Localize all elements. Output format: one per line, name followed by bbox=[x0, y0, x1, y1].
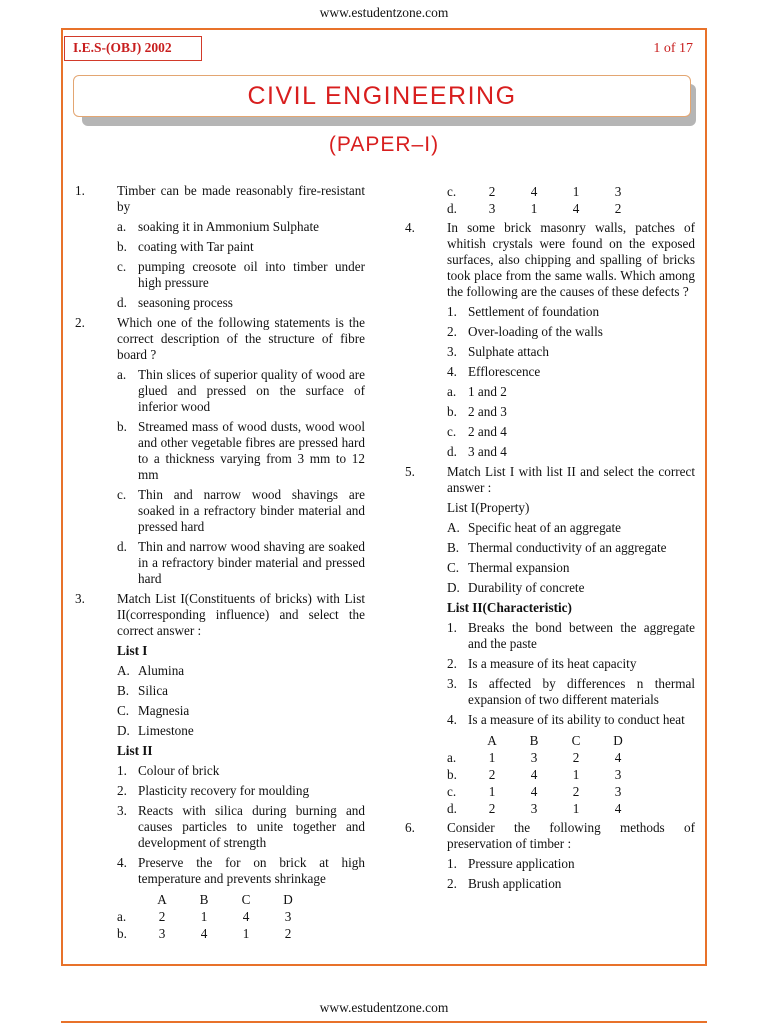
list-item bbox=[447, 364, 695, 380]
option-label: c. bbox=[447, 424, 457, 439]
matrix-row bbox=[117, 908, 309, 925]
matrix-cell: 2 bbox=[488, 766, 496, 782]
matrix-cell: 4 bbox=[242, 908, 250, 924]
question-text: Which one of the following statements is the correct description of the structure of fibre board ? bbox=[117, 315, 365, 362]
item-label: 3. bbox=[447, 676, 457, 691]
option-text: Thin slices of superior quality of wood are glued and pressed on the surface of inferior wood bbox=[138, 367, 365, 414]
item-label: 1. bbox=[447, 304, 457, 319]
option-text: Streamed mass of wood dusts, wood wool and other vegetable fibres are pressed hard to a thickness varying from 3 mm to 12 mm bbox=[138, 419, 365, 482]
left-column bbox=[75, 183, 365, 945]
title-banner bbox=[73, 75, 691, 117]
item-label: 2. bbox=[117, 783, 127, 798]
matrix-cell: D bbox=[613, 732, 623, 748]
item-text: Reacts with silica during burning and causes particles to unite together and development of strength bbox=[138, 803, 365, 850]
item-text: Magnesia bbox=[138, 703, 190, 718]
list-item bbox=[447, 520, 695, 536]
matrix-cell: 4 bbox=[530, 766, 538, 782]
item-label: A. bbox=[117, 663, 130, 678]
option-label: a. bbox=[447, 384, 457, 399]
list-item bbox=[117, 663, 365, 679]
matrix-cell: 1 bbox=[488, 749, 496, 765]
matrix-cell: b. bbox=[117, 925, 127, 941]
matrix-cell: 3 bbox=[614, 766, 622, 782]
q3-lists bbox=[75, 643, 365, 942]
option bbox=[117, 487, 365, 535]
matrix-cell: 2 bbox=[488, 800, 496, 816]
option-text: pumping creosote oil into timber under high pressure bbox=[138, 259, 365, 290]
list-item bbox=[447, 712, 695, 728]
item-text: Silica bbox=[138, 683, 169, 698]
item-text: Plasticity recovery for moulding bbox=[138, 783, 310, 798]
list-item bbox=[447, 676, 695, 708]
question-1 bbox=[75, 183, 365, 215]
question-text: Match List I(Constituents of bricks) with List II(corresponding influence) and select the correct answer : bbox=[117, 591, 365, 638]
question-6 bbox=[405, 820, 695, 852]
matrix-cell: 1 bbox=[200, 908, 208, 924]
matrix-cell: B bbox=[529, 732, 539, 748]
item-text: Breaks the bond between the aggregate and the paste bbox=[468, 620, 695, 651]
item-label: 4. bbox=[447, 712, 457, 727]
item-text: Is a measure of its heat capacity bbox=[468, 656, 637, 671]
item-text: Limestone bbox=[138, 723, 194, 738]
matrix-cell: 2 bbox=[572, 783, 580, 799]
item-text: Sulphate attach bbox=[468, 344, 549, 359]
item-label: 3. bbox=[447, 344, 457, 359]
question-2 bbox=[75, 315, 365, 363]
list-heading: List II bbox=[117, 743, 153, 758]
item-label: B. bbox=[447, 540, 460, 555]
list-item bbox=[447, 856, 695, 872]
item-text: Preserve the for on brick at high temperature and prevents shrinkage bbox=[138, 855, 365, 886]
matrix-cell: B bbox=[199, 891, 209, 907]
item-text: Colour of brick bbox=[138, 763, 220, 778]
question-number: 3. bbox=[75, 591, 85, 606]
option bbox=[117, 219, 365, 235]
list-item bbox=[117, 703, 365, 719]
option-label: c. bbox=[117, 487, 127, 502]
header-site-url[interactable]: www.estudentzone.com bbox=[319, 5, 449, 20]
question-number: 2. bbox=[75, 315, 85, 330]
q1-options bbox=[75, 219, 365, 311]
option-label: b. bbox=[117, 419, 127, 434]
exam-code-badge: I.E.S-(OBJ) 2002 bbox=[64, 36, 202, 61]
list-item bbox=[447, 656, 695, 672]
list-item bbox=[117, 855, 365, 887]
answer-matrix bbox=[117, 891, 309, 942]
item-text: Alumina bbox=[138, 663, 185, 678]
item-label: 3. bbox=[117, 803, 127, 818]
matrix-cell: c. bbox=[447, 783, 457, 799]
option-text: 2 and 4 bbox=[468, 424, 507, 439]
matrix-cell: b. bbox=[447, 766, 457, 782]
option-text: seasoning process bbox=[138, 295, 233, 310]
item-text: Settlement of foundation bbox=[468, 304, 600, 319]
matrix-cell: 3 bbox=[488, 200, 496, 216]
option bbox=[447, 384, 695, 400]
item-label: C. bbox=[117, 703, 130, 718]
paper-subtitle: (PAPER–I) bbox=[328, 133, 440, 156]
option-label: c. bbox=[117, 259, 127, 274]
matrix-cell: 4 bbox=[200, 925, 208, 941]
option-label: b. bbox=[447, 404, 457, 419]
list-heading: List I bbox=[117, 643, 148, 658]
matrix-cell: a. bbox=[447, 749, 457, 765]
list-item bbox=[117, 723, 365, 739]
matrix-cell: c. bbox=[447, 183, 457, 199]
option-label: d. bbox=[447, 444, 457, 459]
matrix-cell: 2 bbox=[158, 908, 166, 924]
item-label: 1. bbox=[447, 856, 457, 871]
matrix-row bbox=[447, 749, 639, 766]
option-label: d. bbox=[117, 295, 127, 310]
q2-options bbox=[75, 367, 365, 587]
matrix-cell: 2 bbox=[572, 749, 580, 765]
matrix-row bbox=[117, 925, 309, 942]
q6-items bbox=[405, 856, 695, 892]
right-column bbox=[405, 183, 695, 896]
matrix-cell: C bbox=[241, 891, 251, 907]
option-label: a. bbox=[117, 219, 127, 234]
question-text: Timber can be made reasonably fire-resistant by bbox=[117, 183, 365, 214]
question-number: 4. bbox=[405, 220, 415, 235]
option-text: Thin and narrow wood shaving are soaked in a refractory binder material and pressed hard bbox=[138, 539, 365, 586]
question-text: In some brick masonry walls, patches of whitish crystals were found on the exposed surfaces, also chipping and spalling of bricks took place from the same walls. Which among the following are the causes of these defects ? bbox=[447, 220, 695, 299]
item-label: 2. bbox=[447, 324, 457, 339]
item-text: Brush application bbox=[468, 876, 562, 891]
question-3 bbox=[75, 591, 365, 639]
matrix-cell: 4 bbox=[614, 800, 622, 816]
list-item bbox=[447, 580, 695, 596]
matrix-cell: 1 bbox=[572, 183, 580, 199]
matrix-row bbox=[447, 200, 639, 217]
item-label: B. bbox=[117, 683, 130, 698]
matrix-cell: 2 bbox=[488, 183, 496, 199]
item-text: Specific heat of an aggregate bbox=[468, 520, 622, 535]
option-label: d. bbox=[117, 539, 127, 554]
option-text: Thin and narrow wood shavings are soaked in a refractory binder material and pressed hard bbox=[138, 487, 365, 534]
item-label: 2. bbox=[447, 876, 457, 891]
matrix-cell: D bbox=[283, 891, 293, 907]
option-text: 3 and 4 bbox=[468, 444, 507, 459]
matrix-cell: 3 bbox=[284, 908, 292, 924]
matrix-cell: d. bbox=[447, 200, 457, 216]
item-text: Thermal expansion bbox=[468, 560, 570, 575]
matrix-cell: 3 bbox=[614, 783, 622, 799]
matrix-row bbox=[447, 800, 639, 817]
question-text: Consider the following methods of preservation of timber : bbox=[447, 820, 695, 851]
list-item bbox=[447, 344, 695, 360]
item-label: 4. bbox=[447, 364, 457, 379]
item-label: 1. bbox=[447, 620, 457, 635]
page-number: 1 of 17 bbox=[653, 41, 693, 56]
answer-matrix bbox=[447, 732, 639, 817]
matrix-cell: 4 bbox=[614, 749, 622, 765]
list-heading: List I(Property) bbox=[447, 500, 530, 515]
matrix-cell: 1 bbox=[572, 766, 580, 782]
matrix-cell: 1 bbox=[242, 925, 250, 941]
question-number: 1. bbox=[75, 183, 85, 198]
option bbox=[117, 259, 365, 291]
option-label: a. bbox=[117, 367, 127, 382]
option-text: 1 and 2 bbox=[468, 384, 507, 399]
list-item bbox=[117, 803, 365, 851]
matrix-cell: a. bbox=[117, 908, 127, 924]
item-label: A. bbox=[447, 520, 460, 535]
matrix-cell: 1 bbox=[488, 783, 496, 799]
item-text: Is affected by differences n thermal expansion of two different materials bbox=[468, 676, 695, 707]
page-title: CIVIL ENGINEERING bbox=[247, 82, 517, 110]
question-5 bbox=[405, 464, 695, 496]
question-4 bbox=[405, 220, 695, 300]
list-item bbox=[117, 783, 365, 799]
matrix-header-row bbox=[117, 891, 309, 908]
option bbox=[447, 404, 695, 420]
list-item bbox=[117, 763, 365, 779]
list-item bbox=[447, 876, 695, 892]
question-text: Match List I with list II and select the correct answer : bbox=[447, 464, 695, 495]
answer-matrix bbox=[447, 183, 639, 217]
matrix-cell bbox=[447, 732, 471, 749]
item-text: Pressure application bbox=[468, 856, 575, 871]
matrix-row bbox=[447, 183, 639, 200]
matrix-cell: 1 bbox=[530, 200, 538, 216]
item-label: 4. bbox=[117, 855, 127, 870]
matrix-cell: 3 bbox=[614, 183, 622, 199]
question-number: 6. bbox=[405, 820, 415, 835]
list-heading: List II(Characteristic) bbox=[447, 600, 572, 615]
matrix-row bbox=[447, 766, 639, 783]
option bbox=[117, 239, 365, 255]
matrix-header-row bbox=[447, 732, 639, 749]
list-item bbox=[117, 683, 365, 699]
item-text: Efflorescence bbox=[468, 364, 541, 379]
matrix-cell: 4 bbox=[572, 200, 580, 216]
item-text: Over-loading of the walls bbox=[468, 324, 603, 339]
q5-lists bbox=[405, 500, 695, 817]
option-text: 2 and 3 bbox=[468, 404, 507, 419]
matrix-cell: A bbox=[157, 891, 167, 907]
item-label: D. bbox=[117, 723, 130, 738]
footer-site-url[interactable]: www.estudentzone.com bbox=[319, 1000, 449, 1015]
list-item bbox=[447, 620, 695, 652]
item-label: 2. bbox=[447, 656, 457, 671]
q4-items bbox=[405, 304, 695, 460]
option bbox=[117, 419, 365, 483]
question-number: 5. bbox=[405, 464, 415, 479]
item-label: C. bbox=[447, 560, 460, 575]
option-text: soaking it in Ammonium Sulphate bbox=[138, 219, 319, 234]
option-text: coating with Tar paint bbox=[138, 239, 254, 254]
q3-matrix-continued bbox=[405, 183, 695, 217]
option bbox=[117, 367, 365, 415]
list-item bbox=[447, 560, 695, 576]
matrix-row bbox=[447, 783, 639, 800]
option bbox=[447, 444, 695, 460]
matrix-cell bbox=[117, 891, 141, 908]
list-item bbox=[447, 540, 695, 556]
matrix-cell: 4 bbox=[530, 183, 538, 199]
option bbox=[117, 539, 365, 587]
list-item bbox=[447, 304, 695, 320]
item-label: 1. bbox=[117, 763, 127, 778]
matrix-cell: 3 bbox=[158, 925, 166, 941]
list-item bbox=[447, 324, 695, 340]
matrix-cell: 1 bbox=[572, 800, 580, 816]
item-text: Thermal conductivity of an aggregate bbox=[468, 540, 667, 555]
option-label: b. bbox=[117, 239, 127, 254]
footer-rule bbox=[61, 1021, 707, 1023]
option bbox=[447, 424, 695, 440]
matrix-cell: 4 bbox=[530, 783, 538, 799]
matrix-cell: C bbox=[571, 732, 581, 748]
option bbox=[117, 295, 365, 311]
matrix-cell: A bbox=[487, 732, 497, 748]
item-text: Is a measure of its ability to conduct heat bbox=[468, 712, 685, 727]
matrix-cell: 2 bbox=[284, 925, 292, 941]
item-text: Durability of concrete bbox=[468, 580, 585, 595]
matrix-cell: 3 bbox=[530, 749, 538, 765]
matrix-cell: 2 bbox=[614, 200, 622, 216]
matrix-cell: d. bbox=[447, 800, 457, 816]
matrix-cell: 3 bbox=[530, 800, 538, 816]
item-label: D. bbox=[447, 580, 460, 595]
